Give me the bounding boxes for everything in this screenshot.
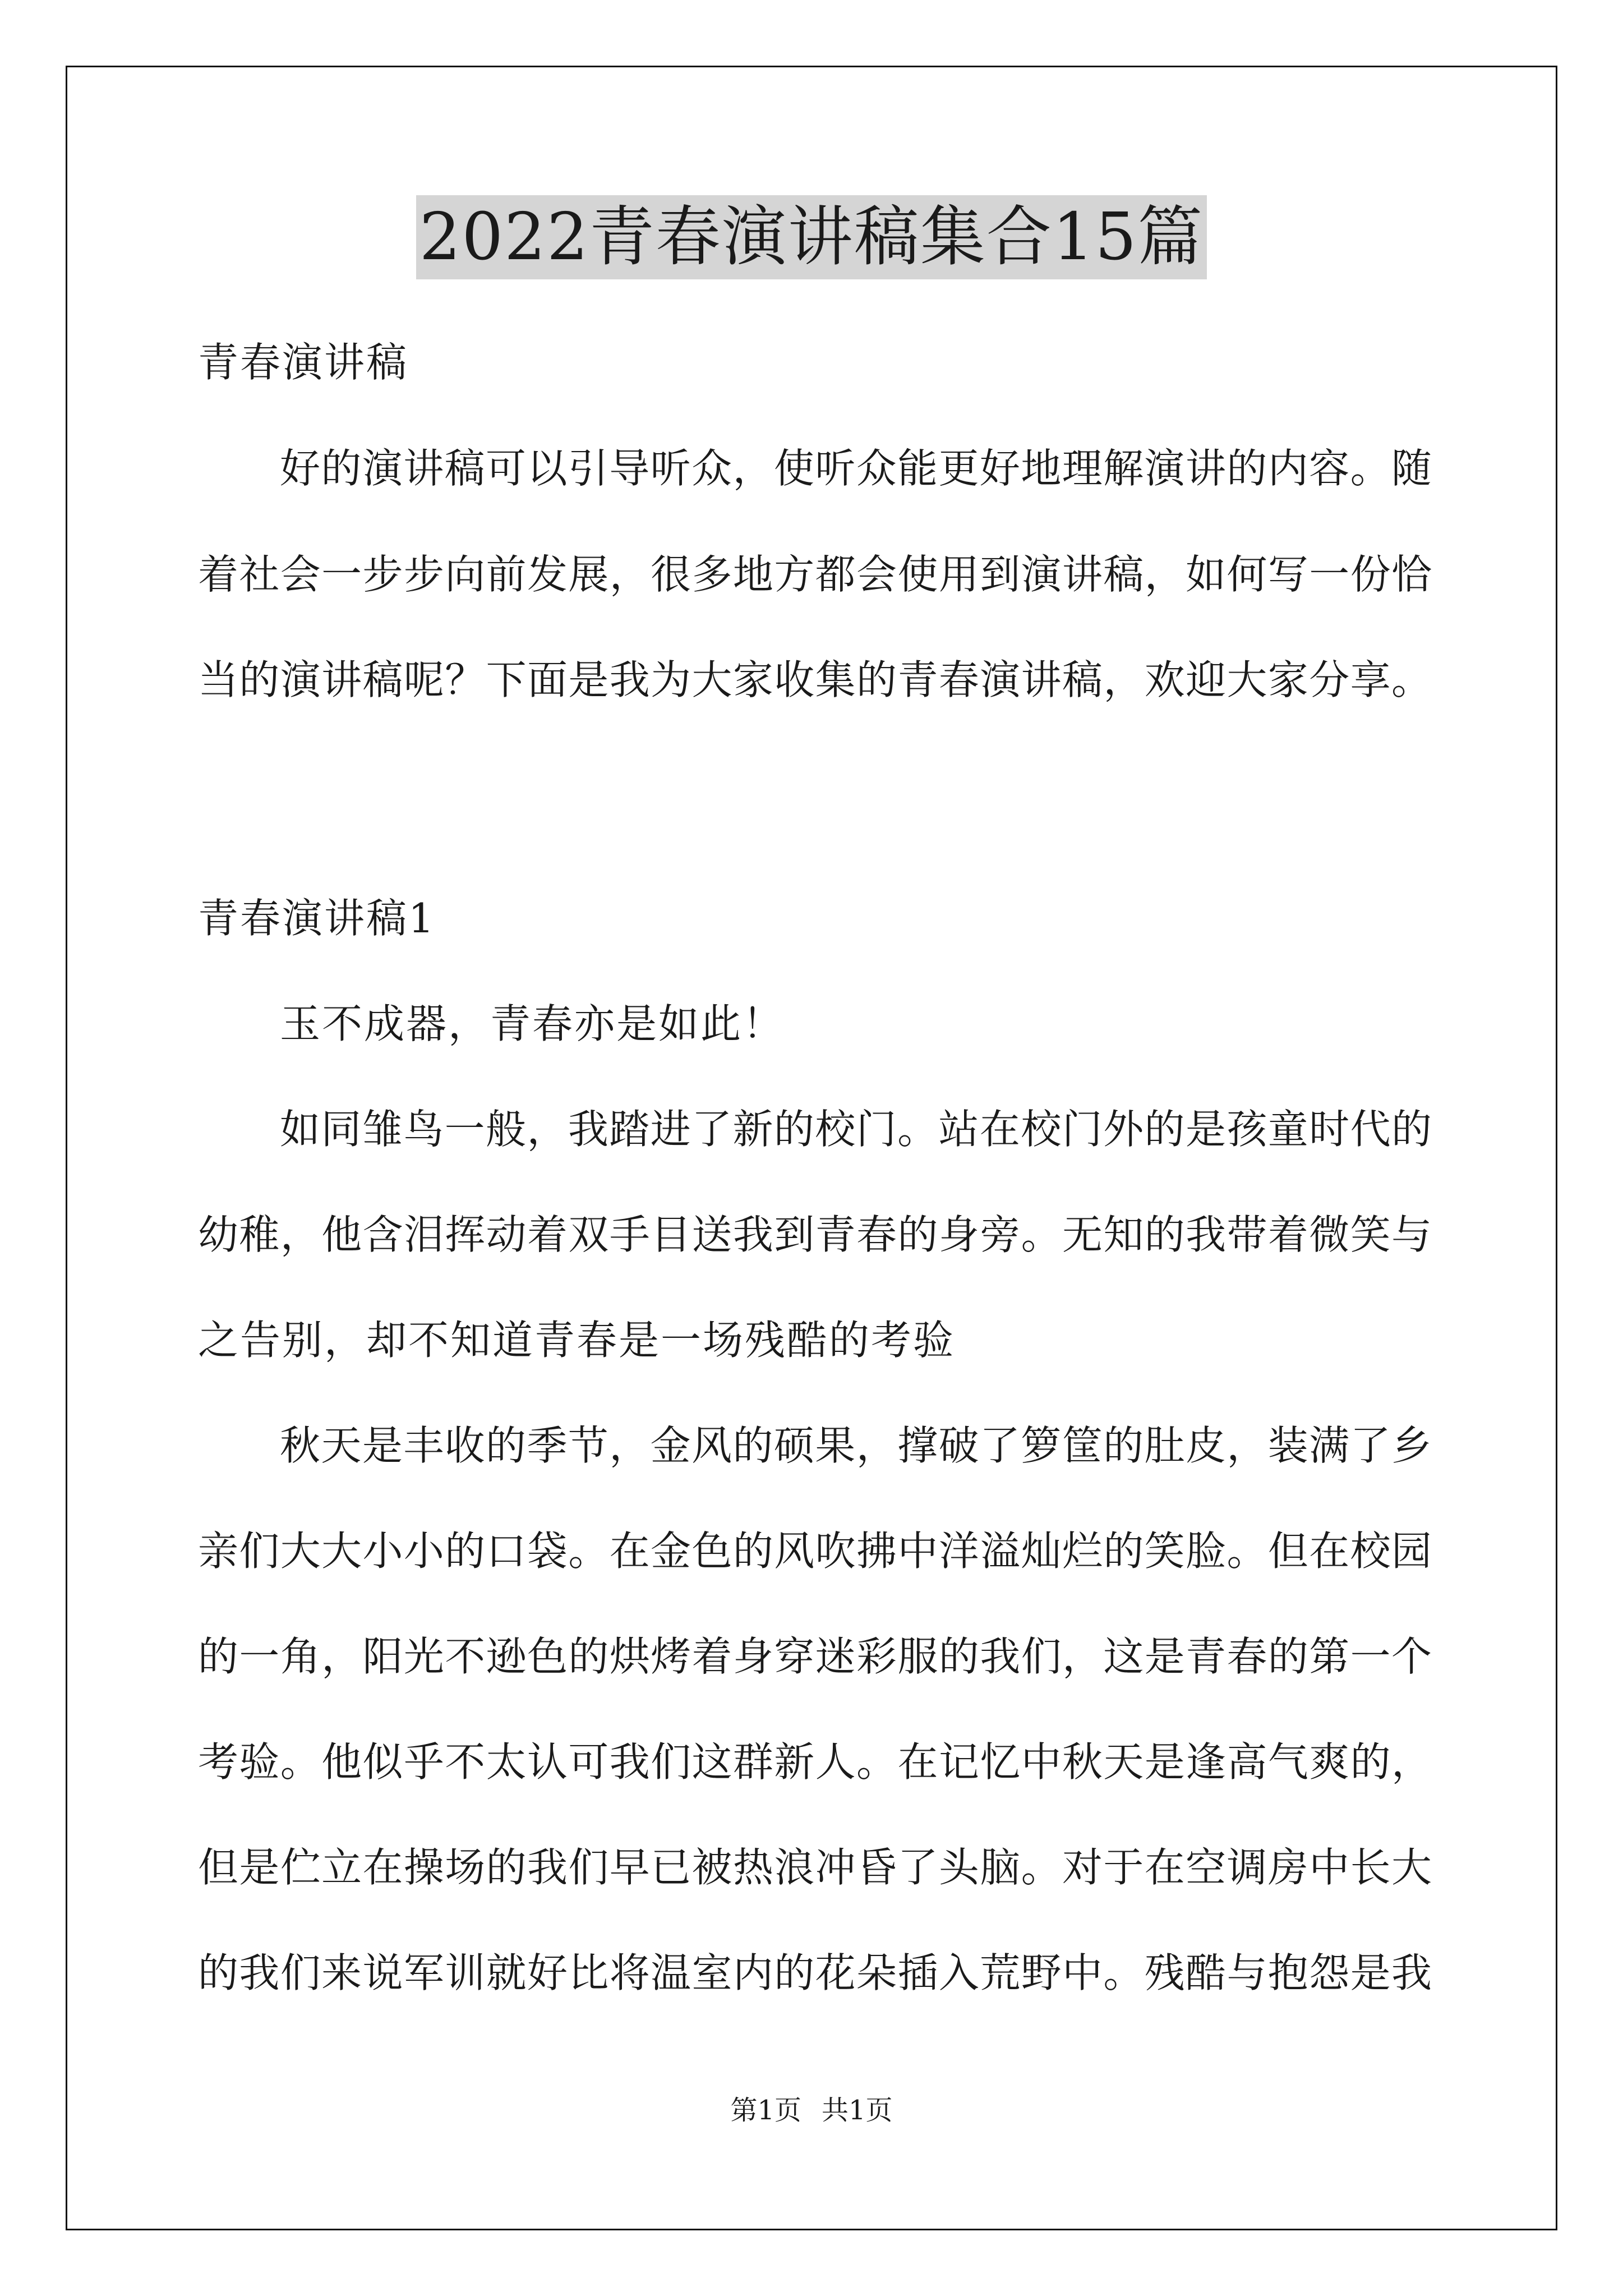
section-heading-1: 青春演讲稿1 xyxy=(198,895,436,942)
paragraph-line: 当的演讲稿呢？下面是我为大家收集的青春演讲稿，欢迎大家分享。 xyxy=(198,656,1432,703)
paragraph-line: 考验。他似乎不太认可我们这群新人。在记忆中秋天是逢高气爽的， xyxy=(198,1738,1432,1786)
section-heading-intro: 青春演讲稿 xyxy=(198,339,409,386)
document-title: 2022青春演讲稿集合15篇 xyxy=(416,195,1207,279)
paragraph-line: 的我们来说军训就好比将温室内的花朵插入荒野中。残酷与抱怨是我 xyxy=(198,1949,1432,1996)
page-footer xyxy=(0,2092,1623,2128)
page-total: 共1页 xyxy=(822,2095,893,2126)
paragraph-line: 玉不成器，青春亦是如此！ xyxy=(280,1000,785,1047)
page-number: 第1页 xyxy=(730,2095,801,2126)
paragraph-line: 幼稚，他含泪挥动着双手目送我到青春的身旁。无知的我带着微笑与 xyxy=(198,1211,1432,1258)
paragraph-line: 的一角，阳光不逊色的烘烤着身穿迷彩服的我们，这是青春的第一个 xyxy=(198,1633,1432,1680)
paragraph-line: 之告别，却不知道青春是一场残酷的考验 xyxy=(198,1317,956,1364)
paragraph-line: 但是伫立在操场的我们早已被热浪冲昏了头脑。对于在空调房中长大 xyxy=(198,1844,1432,1891)
paragraph-line: 着社会一步步向前发展，很多地方都会使用到演讲稿，如何写一份恰 xyxy=(198,551,1432,598)
document-title-wrap xyxy=(0,195,1623,279)
paragraph-line: 如同雏鸟一般，我踏进了新的校门。站在校门外的是孩童时代的 xyxy=(280,1106,1432,1153)
paragraph-line: 亲们大大小小的口袋。在金色的风吹拂中洋溢灿烂的笑脸。但在校园 xyxy=(198,1527,1432,1575)
paragraph-line: 秋天是丰收的季节，金风的硕果，撑破了箩筐的肚皮，装满了乡 xyxy=(280,1422,1432,1469)
paragraph-line: 好的演讲稿可以引导听众，使听众能更好地理解演讲的内容。随 xyxy=(280,445,1432,492)
